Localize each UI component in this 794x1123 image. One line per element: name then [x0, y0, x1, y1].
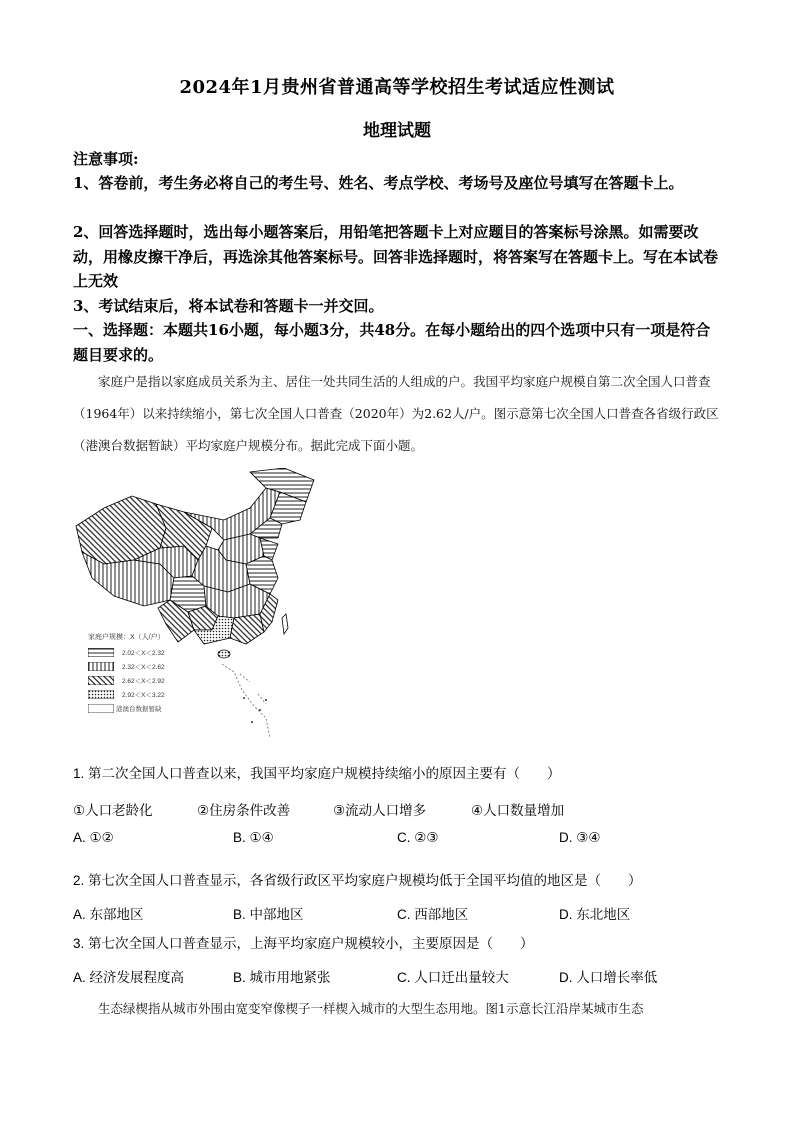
option-c[interactable]: C. 西部地区 — [397, 907, 469, 922]
statement-4: ④人口数量增加 — [471, 803, 565, 818]
legend-label: 2.32＜X＜2.62 — [122, 663, 165, 671]
passage-green-wedge: 生态绿楔指从城市外围由宽变窄像楔子一样楔入城市的大型生态用地。图1示意长江沿岸某城市生态 — [98, 1001, 644, 1016]
question-1-stem: 1. 第二次全国人口普查以来，我国平均家庭户规模持续缩小的原因主要有（ ） — [73, 766, 561, 781]
region-taiwan — [282, 614, 288, 634]
notice-heading: 注意事项: — [73, 150, 139, 168]
legend-item — [88, 673, 165, 687]
option-b[interactable]: B. 城市用地紧张 — [233, 970, 331, 985]
map-legend — [88, 645, 165, 715]
option-d[interactable]: D. 东北地区 — [559, 907, 631, 922]
exam-subtitle: 地理试题 — [363, 121, 431, 141]
option-a[interactable]: A. 经济发展程度高 — [73, 970, 185, 985]
question-2-stem: 2. 第七次全国人口普查显示，各省级行政区平均家庭户规模均低于全国平均值的地区是（ ） — [73, 873, 642, 888]
legend-label: 港澳台数据暂缺 — [116, 705, 162, 713]
notice-item-2: 2、回答选择题时，选出每小题答案后，用铅笔把答题卡上对应题目的答案标号涂黑。如需要改动，用橡皮擦干净后，再选涂其他答案标号。回答非选择题时，将答案写在答题卡上。写在本试卷上无效 — [73, 223, 719, 290]
question-1-options — [73, 830, 723, 850]
question-1-statements — [73, 799, 723, 819]
region-hainan — [218, 650, 230, 658]
passage-family-household: 家庭户是指以家庭成员关系为主、居住一处共同生活的人组成的户。我国平均家庭户规模自第二次全国人口普查（1964年）以来持续缩小，第七次全国人口普查（2020年）为2.62人/户。图示意第七次全国人口普查各省级行政区（港澳台数据暂缺）平均家庭户规模分布。据此完成下面小题。 — [73, 374, 719, 453]
option-a[interactable]: A. 东部地区 — [73, 907, 144, 922]
household-size-map — [74, 468, 336, 746]
south-china-sea-inset — [222, 664, 270, 738]
statement-2: ②住房条件改善 — [197, 803, 291, 818]
notice-item-1: 1、答卷前，考生务必将自己的考生号、姓名、考点学校、考场号及座位号填写在答题卡上。 — [73, 174, 684, 192]
option-a[interactable]: A. ①② — [73, 830, 114, 845]
legend-item — [88, 659, 165, 673]
question-3-options — [73, 966, 723, 986]
statement-3: ③流动人口增多 — [333, 803, 427, 818]
option-c[interactable]: C. ②③ — [397, 830, 439, 845]
question-3-stem: 3. 第七次全国人口普查显示，上海平均家庭户规模较小，主要原因是（ ） — [73, 936, 534, 951]
option-c[interactable]: C. 人口迁出量较大 — [397, 970, 509, 985]
notice-item-3: 3、考试结束后，将本试卷和答题卡一并交回。 — [73, 297, 384, 315]
region-guangdong — [230, 614, 264, 644]
legend-label: 2.92＜X＜3.22 — [122, 691, 165, 699]
option-d[interactable]: D. 人口增长率低 — [559, 970, 658, 985]
legend-label: 2.02＜X＜2.32 — [122, 649, 165, 657]
legend-item — [88, 687, 165, 701]
section-heading: 一、选择题：本题共16小题，每小题3分，共48分。在每小题给出的四个选项中只有一项是符合题目要求的。 — [73, 321, 711, 364]
region-hunan-jiangxi — [204, 584, 270, 618]
option-d[interactable]: D. ③④ — [559, 830, 601, 845]
option-b[interactable]: B. 中部地区 — [233, 907, 304, 922]
statement-1: ①人口老龄化 — [73, 803, 153, 818]
exam-title: 2024年1月贵州省普通高等学校招生考试适应性测试 — [179, 77, 615, 98]
question-2-options — [73, 903, 723, 923]
legend-label: 2.62＜X＜2.92 — [122, 677, 165, 685]
map-legend-title: 家庭户规模：X（人/户） — [88, 634, 165, 641]
option-b[interactable]: B. ①④ — [233, 830, 274, 845]
legend-item — [88, 701, 165, 715]
legend-item — [88, 645, 165, 659]
